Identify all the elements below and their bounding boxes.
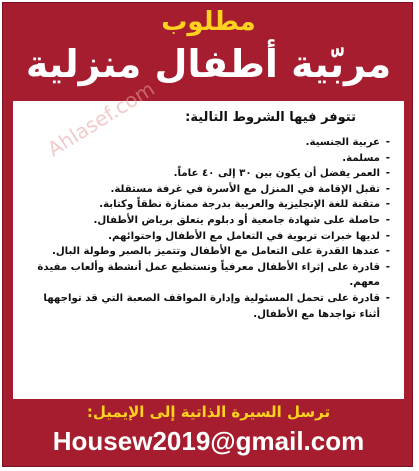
conditions-panel [13, 76, 404, 399]
condition-item: - لديها خبرات تربوية في التعامل مع الأطفال واحتوائهم. [108, 230, 390, 242]
ad-title: مربّية أطفال منزلية [25, 42, 392, 86]
condition-item: - متقنة للغة الإنجليزية والعربية بدرجة ممتازة نطقاً وكتابة. [99, 199, 390, 211]
watermark: Ahlasef.com [43, 76, 159, 162]
condition-item: - عربية الجنسية. [305, 137, 390, 148]
condition-item: - تقبل الإقامة في المنزل مع الأسرة في غرفة مستقلة. [110, 183, 390, 195]
condition-item: - العمر يفضل أن يكون بين ٣٠ إلى ٤٠ عاماً. [173, 168, 390, 180]
condition-item: - مسلمة. [342, 152, 390, 164]
ad-heading [3, 3, 414, 101]
ad-subtitle: مطلوب [161, 7, 256, 37]
condition-item: - عندها القدرة على التعامل مع الأطفال وتتميز بالصبر وطولة البال. [51, 246, 390, 258]
condition-item: - قادرة على تحمل المسئولية وإدارة المواقف الصعبة التي قد تواجهها أثناء تواجدها مع الأطفال. [43, 292, 390, 320]
contact-email[interactable]: Housew2019@gmail.com [52, 426, 365, 456]
condition-item: - حاصلة على شهادة جامعية أو دبلوم يتعلق برياض الأطفال. [93, 214, 390, 226]
conditions-list [13, 101, 404, 322]
ad-frame [2, 2, 413, 467]
conditions-heading: تتوفر فيها الشروط التالية: [185, 110, 356, 125]
send-cv-label: ترسل السيرة الذاتية إلى الإيميل: [86, 403, 331, 421]
condition-item: - قادرة على إثراء الأطفال معرفياً وتستطيع عمل أنشطة وألعاب مفيدة معهم. [37, 261, 390, 289]
ad-footer [3, 401, 414, 467]
